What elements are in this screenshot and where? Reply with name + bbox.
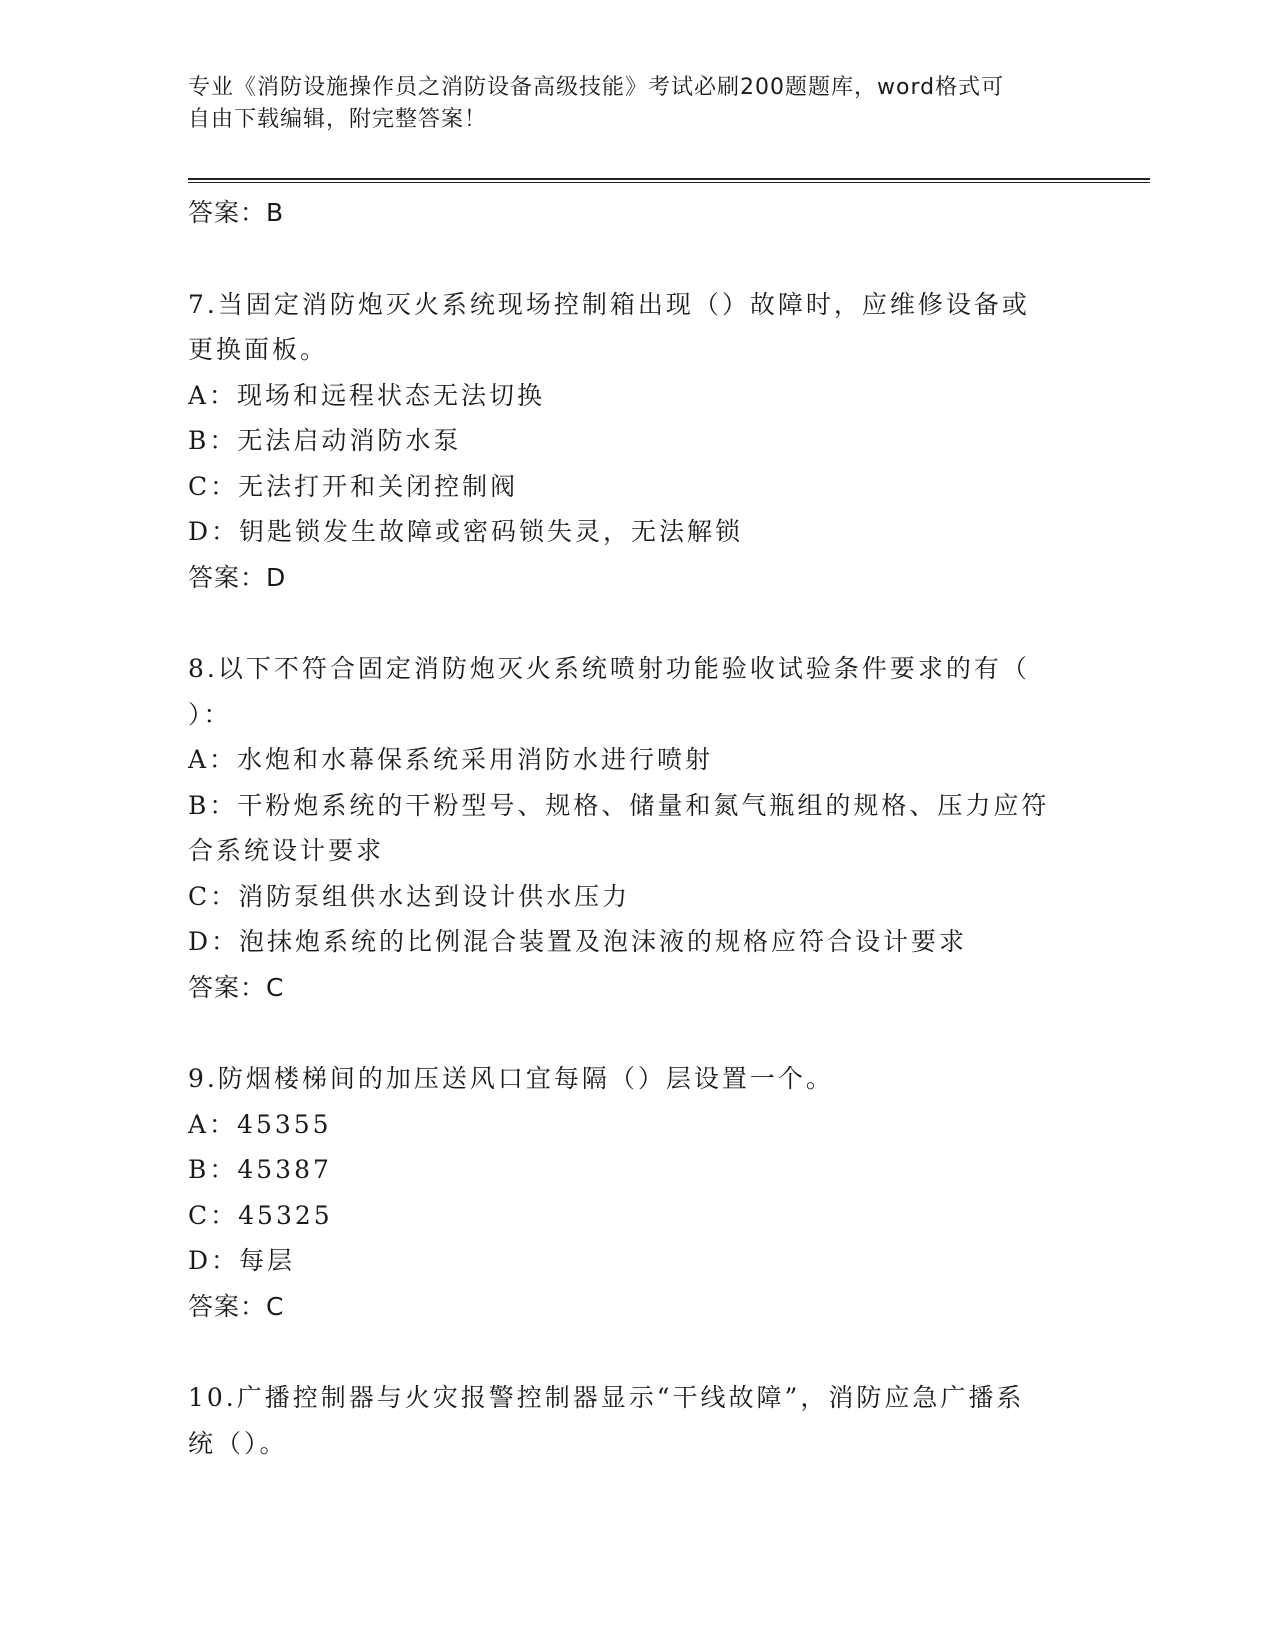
option-c: C：无法打开和关闭控制阀 (188, 471, 519, 501)
question-stem: 统（）。 (188, 1428, 288, 1458)
question-stem: ）： (188, 699, 232, 729)
document-content (188, 190, 1088, 1466)
answer-line: 答案：B (188, 198, 285, 227)
spacer (188, 1010, 1088, 1056)
question-stem: 8.以下不符合固定消防炮灭火系统喷射功能验收试验条件要求的有（ (188, 654, 1030, 683)
spacer (188, 236, 1088, 282)
option-a: A：水炮和水幕保系统采用消防水进行喷射 (188, 745, 714, 774)
question-block (188, 1056, 1088, 1329)
option-b: B：45387 (188, 1155, 332, 1184)
option-d: D：钥匙锁发生故障或密码锁失灵，无法解锁 (188, 517, 744, 546)
question-stem: 7.当固定消防炮灭火系统现场控制箱出现（）故障时，应维修设备或 (188, 289, 1030, 319)
option-b-continued: 合系统设计要求 (188, 836, 385, 865)
option-b: B：无法启动消防水泵 (188, 426, 462, 455)
header-line-2: 自由下载编辑，附完整答案！ (188, 107, 488, 132)
question-block (188, 1375, 1088, 1466)
option-d: D：每层 (188, 1246, 296, 1275)
option-a: A：45355 (188, 1109, 332, 1139)
answer-line: 答案：C (188, 972, 285, 1002)
spacer (188, 1329, 1088, 1375)
question-stem: 更换面板。 (188, 335, 329, 364)
option-c: C：消防泵组供水达到设计供水压力 (188, 881, 631, 911)
answer-line: 答案：C (188, 1291, 285, 1321)
question-stem: 9.防烟楼梯间的加压送风口宜每隔（）层设置一个。 (188, 1064, 834, 1093)
header-line-1: 专业《消防设施操作员之消防设备高级技能》考试必刷200题题库，word格式可 (188, 75, 1005, 100)
answer-line: 答案：D (188, 562, 287, 592)
question-block (188, 646, 1088, 1010)
question-stem: 10.广播控制器与火灾报警控制器显示“干线故障”，消防应急广播系 (188, 1383, 1025, 1412)
page-header (188, 72, 1088, 136)
spacer (188, 600, 1088, 646)
option-a: A：现场和远程状态无法切换 (188, 380, 546, 410)
option-c: C：45325 (188, 1200, 333, 1230)
option-b: B：干粉炮系统的干粉型号、规格、储量和氮气瓶组的规格、压力应符 (188, 790, 1050, 820)
question-block (188, 282, 1088, 601)
option-d: D：泡抹炮系统的比例混合装置及泡沫液的规格应符合设计要求 (188, 927, 968, 956)
header-divider (188, 178, 1150, 183)
